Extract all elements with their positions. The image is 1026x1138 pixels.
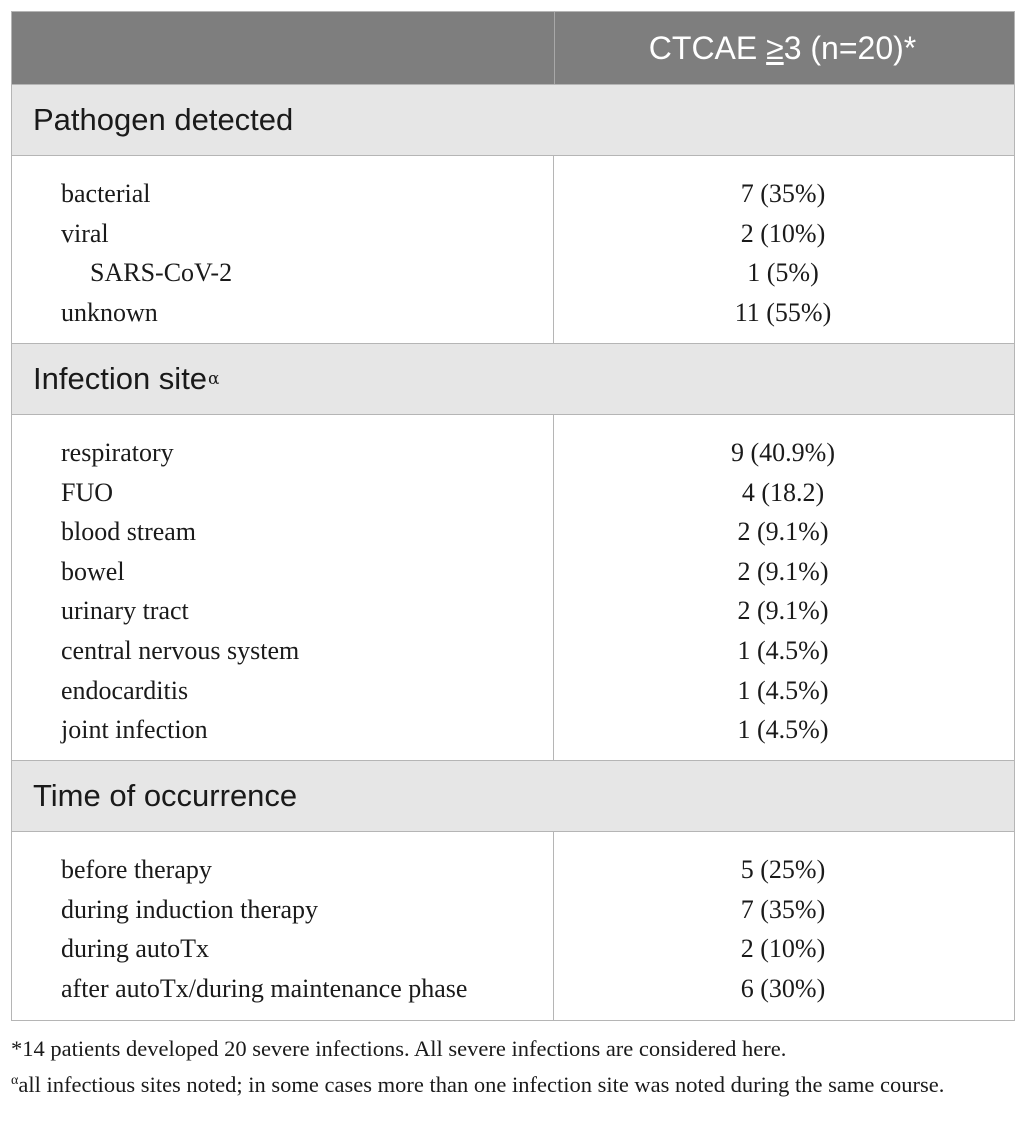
value-column (554, 832, 1014, 1020)
row-label: before therapy (61, 855, 212, 884)
footnote-alpha: $^\alpha$all infectious sites noted; in some cases more than one infection site was noted during the same course. (11, 1072, 945, 1097)
row-label: during autoTx (61, 934, 210, 964)
section-title: Infection site (33, 361, 208, 396)
row-label: bacterial (61, 179, 151, 208)
label-column (12, 156, 554, 343)
row-value: 2 (9.1%) (737, 517, 829, 547)
row-value: 2 (10%) (740, 934, 826, 964)
row-label: respiratory (61, 438, 174, 467)
row-value: 1 (5%) (747, 258, 819, 288)
row-value: 1 (4.5%) (737, 715, 829, 745)
row-value: 1 (4.5%) (737, 675, 829, 705)
row-value: 2 (9.1%) (737, 596, 829, 626)
alpha-superscript: α (208, 369, 220, 389)
value-column (554, 415, 1014, 760)
row-label: joint infection (61, 715, 208, 745)
row-label: FUO (61, 477, 114, 507)
section-title: Time of occurrence (33, 778, 298, 813)
row-value: 11 (55%) (734, 297, 832, 327)
section-header-infection-site (12, 344, 1014, 415)
section-body-time (12, 832, 1014, 1020)
value-column (554, 156, 1014, 343)
row-value: 5 (25%) (740, 855, 826, 884)
row-value: 2 (10%) (740, 218, 826, 248)
footnote-asterisk: *14 patients developed 20 severe infections. All severe infections are considered here. (11, 1036, 787, 1061)
section-body-infection-site (12, 415, 1014, 761)
row-value: 9 (40.9%) (731, 438, 835, 467)
header-ctcae-cell: CTCAE ≥ 3 (n=20)* (648, 29, 917, 66)
row-label: viral (61, 218, 109, 248)
row-label: after autoTx/during maintenance phase (61, 973, 468, 1003)
infection-table (11, 11, 1015, 1021)
row-value: 1 (4.5%) (737, 635, 829, 665)
alpha-superscript: α (11, 1073, 19, 1088)
section-body-pathogen (12, 156, 1014, 344)
row-label: urinary tract (61, 596, 189, 626)
section-header-time (12, 761, 1014, 832)
row-value: 2 (9.1%) (737, 556, 829, 586)
row-label: bowel (61, 556, 125, 586)
ge-symbol: ≥ (766, 29, 784, 66)
table-footnotes (11, 1033, 1021, 1101)
row-value: 6 (30%) (740, 973, 826, 1003)
row-label: unknown (61, 297, 158, 327)
header-blank-cell (12, 12, 555, 84)
row-label: endocarditis (61, 675, 189, 705)
label-column (12, 832, 554, 1020)
section-header-pathogen (12, 85, 1014, 156)
row-label: blood stream (61, 517, 197, 547)
table-header-row (12, 12, 1014, 85)
section-title: Pathogen detected (33, 102, 294, 137)
row-label: SARS-CoV-2 (90, 258, 233, 288)
row-label: central nervous system (61, 635, 300, 665)
row-value: 7 (35%) (740, 179, 826, 208)
row-label: during induction therapy (61, 894, 319, 924)
label-column (12, 415, 554, 760)
row-value: 4 (18.2) (741, 477, 825, 507)
row-value: 7 (35%) (740, 894, 826, 924)
